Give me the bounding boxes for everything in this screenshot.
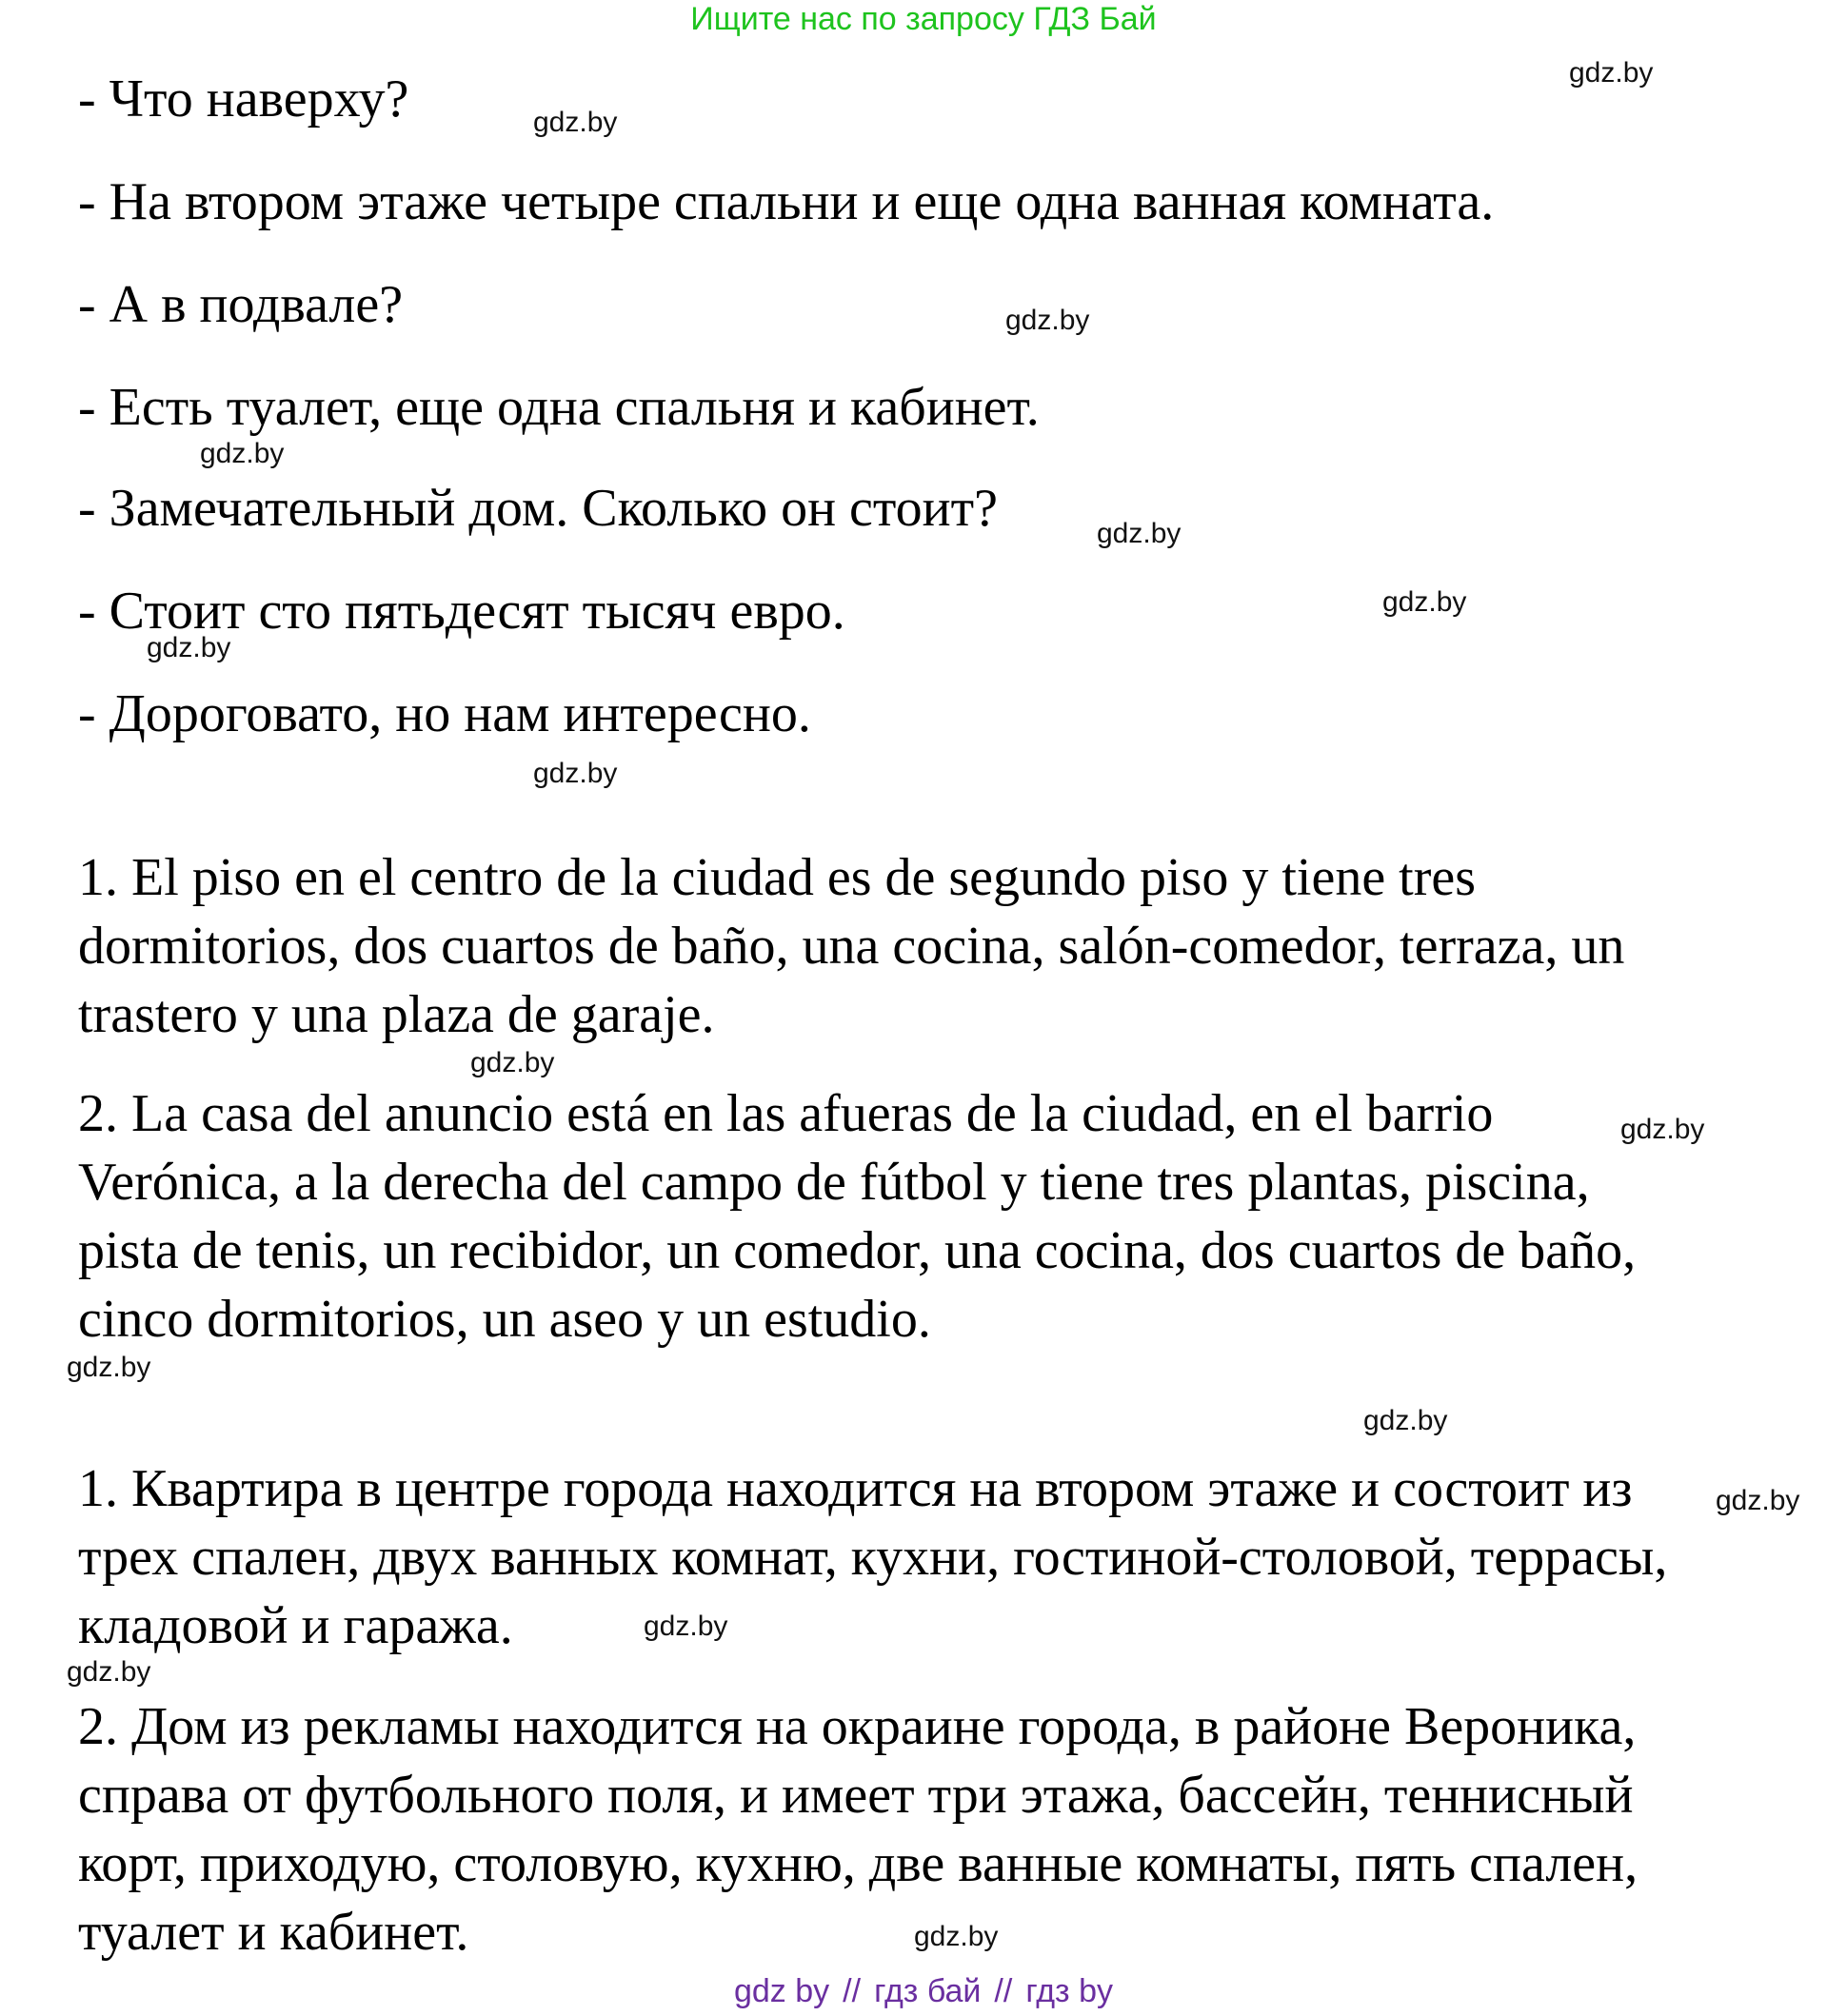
russian-translation-2-line: туалет и кабинет. bbox=[78, 1903, 469, 1962]
spanish-answer-1-line: trastero y una plaza de garaje. bbox=[78, 985, 715, 1044]
watermark: gdz.by bbox=[1363, 1405, 1448, 1436]
watermark: gdz.by bbox=[1716, 1485, 1800, 1516]
russian-translation-2-line: корт, приходую, столовую, кухню, две ванные комнаты, пять спален, bbox=[78, 1834, 1638, 1893]
watermark: gdz.by bbox=[200, 438, 285, 469]
footer-separator: // bbox=[994, 1973, 1013, 2009]
footer-link-gdz-bai[interactable]: гдз бай bbox=[874, 1973, 982, 2009]
watermark: gdz.by bbox=[67, 1656, 151, 1688]
watermark: gdz.by bbox=[1620, 1114, 1705, 1145]
footer-link-gdz-by-cyr[interactable]: гдз by bbox=[1025, 1973, 1113, 2009]
footer-separator: // bbox=[843, 1973, 862, 2009]
watermark: gdz.by bbox=[67, 1352, 151, 1383]
dialogue-line: - Дороговато, но нам интересно. bbox=[78, 684, 811, 743]
footer-link-gdz-by[interactable]: gdz by bbox=[733, 1973, 830, 2009]
dialogue-line: - Есть туалет, еще одна спальня и кабинет. bbox=[78, 378, 1040, 437]
dialogue-line: - А в подвале? bbox=[78, 275, 404, 334]
dialogue-line: - Стоит сто пятьдесят тысяч евро. bbox=[78, 582, 845, 641]
watermark: gdz.by bbox=[1382, 586, 1467, 618]
watermark: gdz.by bbox=[644, 1611, 728, 1642]
dialogue-line: - На втором этаже четыре спальни и еще одна ванная комната. bbox=[78, 172, 1495, 231]
russian-translation-1-line: кладовой и гаража. bbox=[78, 1596, 513, 1655]
spanish-answer-1-line: 1. El piso en el centro de la ciudad es de segundo piso y tiene tres bbox=[78, 848, 1477, 907]
footer-links bbox=[0, 1972, 1847, 2010]
watermark: gdz.by bbox=[1005, 305, 1090, 336]
watermark: gdz.by bbox=[470, 1047, 555, 1078]
spanish-answer-2-line: 2. La casa del anuncio está en las afueras de la ciudad, en el barrio bbox=[78, 1084, 1494, 1143]
spanish-answer-2-line: cinco dormitorios, un aseo y un estudio. bbox=[78, 1290, 931, 1349]
dialogue-line: - Что наверху? bbox=[78, 69, 409, 128]
watermark: gdz.by bbox=[533, 107, 618, 138]
spanish-answer-2-line: pista de tenis, un recibidor, un comedor, una cocina, dos cuartos de baño, bbox=[78, 1221, 1637, 1280]
watermark: gdz.by bbox=[1569, 57, 1654, 89]
spanish-answer-1-line: dormitorios, dos cuartos de baño, una cocina, salón-comedor, terraza, un bbox=[78, 917, 1625, 976]
watermark: gdz.by bbox=[914, 1921, 999, 1952]
watermark: gdz.by bbox=[1097, 518, 1182, 549]
russian-translation-2-line: справа от футбольного поля, и имеет три этажа, бассейн, теннисный bbox=[78, 1766, 1634, 1825]
search-hint-banner: Ищите нас по запросу ГДЗ Бай bbox=[690, 1, 1157, 37]
dialogue-line: - Замечательный дом. Сколько он стоит? bbox=[78, 479, 998, 538]
watermark: gdz.by bbox=[147, 632, 231, 663]
watermark: gdz.by bbox=[533, 758, 618, 789]
russian-translation-1-line: трех спален, двух ванных комнат, кухни, гостиной-столовой, террасы, bbox=[78, 1528, 1668, 1587]
russian-translation-1-line: 1. Квартира в центре города находится на втором этаже и состоит из bbox=[78, 1459, 1633, 1518]
spanish-answer-2-line: Verónica, a la derecha del campo de fútbol y tiene tres plantas, piscina, bbox=[78, 1153, 1590, 1212]
russian-translation-2-line: 2. Дом из рекламы находится на окраине города, в районе Вероника, bbox=[78, 1697, 1637, 1756]
